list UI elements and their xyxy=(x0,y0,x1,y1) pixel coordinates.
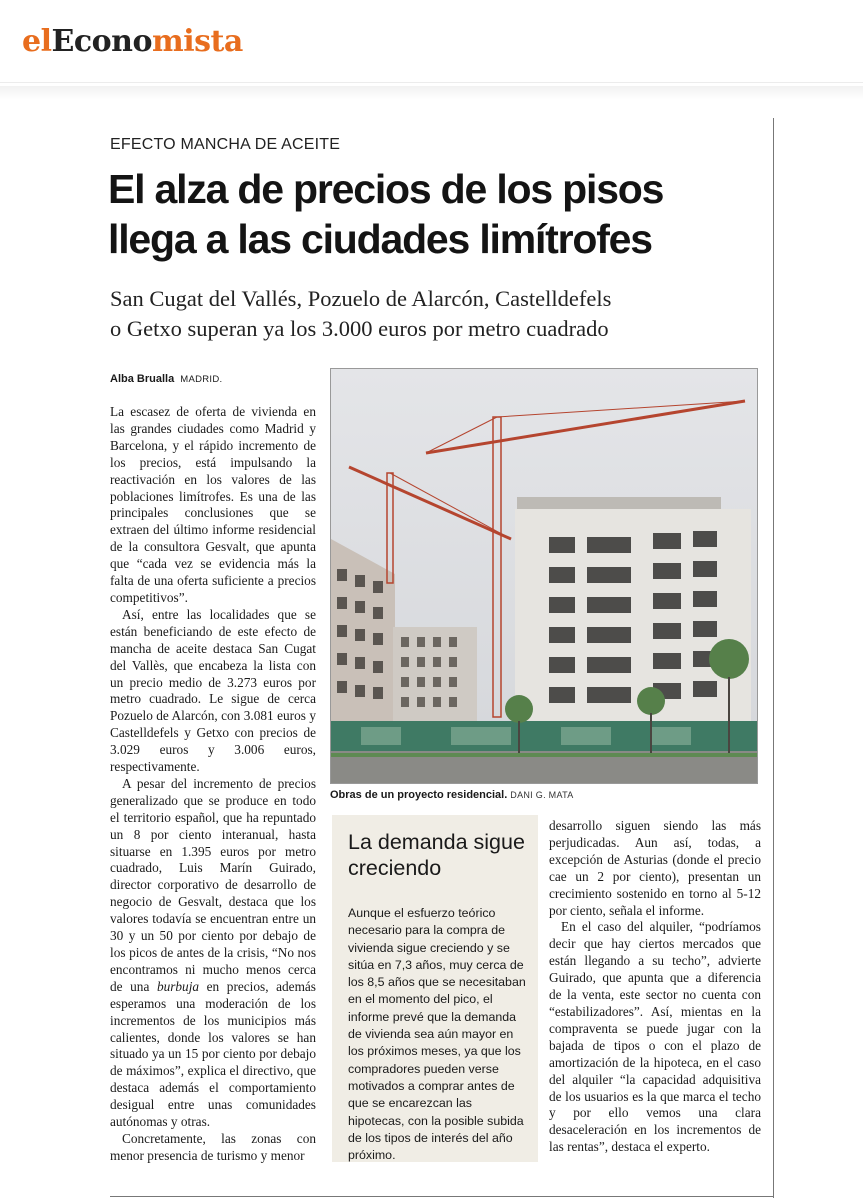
logo-part-econo: Econo xyxy=(51,24,152,59)
paragraph: La escasez de oferta de vivienda en las grandes ciudades como Madrid y Barcelona, y el rápido incremento de los precios, está impulsando la reactivación en los valores de las poblaciones limítrofes. Es una de las principales conclusiones que se extraen del último informe residencial de la consultora Gesvalt, que apunta que “cada vez se evidencia más la falta de una oferta suficiente a precios competitivos”. xyxy=(110,404,316,605)
page-bottom-rule xyxy=(110,1196,773,1197)
text-run: A pesar del incremento de precios generalizado que se produce en todo el territorio español, que ha repuntado un 8 por ciento interanual, hasta situarse en 1.395 euros por metro cuadrado, Luis Marín Guirado, director corporativo de desarrollo de negocio de Gesvalt, destaca que los valores todavía se encuentran entre un 30 y un 50 por ciento por debajo de los picos de antes de la crisis, “No nos encontramos ni mucho menos cerca de una xyxy=(110,775,316,994)
article-column-3 xyxy=(549,818,761,1156)
photo-caption xyxy=(330,789,574,801)
masthead-divider xyxy=(0,82,863,83)
headline-line-2: llega a las ciudades limítrofes xyxy=(108,216,652,262)
headline-line-1: El alza de precios de los pisos xyxy=(108,166,664,212)
article-kicker: EFECTO MANCHA DE ACEITE xyxy=(110,136,341,153)
subhead-line-2: o Getxo superan ya los 3.000 euros por metro cuadrado xyxy=(110,316,609,341)
sidebar-body: Aunque el esfuerzo teórico necesario para la compra de vivienda sigue creciendo y se sitúa en 7,3 años, muy cerca de los 8,5 años que se necesitaban en el momento del pico, el informe prevé que la demanda de vivienda sea aún mayor en los próximos meses, ya que los compradores pueden verse motivados a comprar antes de que se encarezcan las hipotecas, con la posible subida de los tipos de interés del año próximo. xyxy=(348,906,526,1163)
roof-frame xyxy=(517,497,721,509)
dateline-location: MADRID. xyxy=(180,374,223,385)
sidebar-box xyxy=(332,815,538,1162)
paragraph: En el caso del alquiler, “podríamos decir que hay ciertos mercados que están llegando a su techo”, advierte Guirado, que apunta que a diferencia de la venta, este sector no cuenta con “estabilizadores”. Así, mientas en la compraventa se puede jugar con la bajada de tipos o con el plazo de amortización de la hipoteca, en el caso del alquiler “la capacidad adquisitiva de los usuarios es la que marca el techo y por ello vemos una clara desaceleración en los incrementos de las rentas”, destaca el experto. xyxy=(549,919,761,1155)
article-headline xyxy=(108,164,768,264)
el-economista-logo[interactable] xyxy=(22,22,243,62)
logo-part-mista: mista xyxy=(151,24,243,59)
photo-credit: DANI G. MATA xyxy=(510,790,574,800)
italic-term: burbuja xyxy=(156,978,200,994)
paragraph: desarrollo siguen siendo las más perjudicadas. Aun así, todas, a excepción de Asturias (donde el precio cae un 2 por ciento), presentan un crecimiento sostenido en torno al 5-12 por ciento, señala el informe. xyxy=(549,818,761,918)
byline xyxy=(110,373,222,385)
sidebar-title: La demanda sigue creciendo xyxy=(348,830,525,880)
paragraph: Así, entre las localidades que se están beneficiando de este efecto de mancha de aceite destaca San Cugat del Vallès, que encabeza la lista con un precio medio de 3.273 euros por metro cuadrado. Le sigue de cerca Pozuelo de Alarcón, con 3.081 euros y Castelldefels y Getxo con precios de 3.029 euros y 3.006 euros, respectivamente. xyxy=(110,606,316,775)
paragraph: Concretamente, las zonas con menor presencia de turismo y menor xyxy=(110,1130,316,1163)
masthead xyxy=(0,0,863,100)
author-name: Alba Brualla xyxy=(110,373,175,385)
page-right-rule xyxy=(773,118,774,1198)
article-subheadline xyxy=(110,284,770,344)
caption-text: Obras de un proyecto residencial. xyxy=(330,789,508,801)
article-column-1 xyxy=(110,404,316,1165)
grass-strip xyxy=(331,753,757,757)
subhead-line-1: San Cugat del Vallés, Pozuelo de Alarcón, Castelldefels xyxy=(110,286,612,311)
construction-photo-illustration xyxy=(331,369,757,783)
text-run: en precios, además esperamos una moderación de los incrementos de los municipios más calientes, donde los valores se han situado ya un 15 por ciento por debajo de máximos”, explica el directivo, que destaca además el comportamiento desigual entre unas comunidades autónomas y otras. xyxy=(110,978,316,1130)
paragraph xyxy=(110,776,316,1131)
article-photo[interactable] xyxy=(330,368,758,784)
logo-part-el: el xyxy=(22,24,52,59)
masthead-shadow xyxy=(0,86,863,100)
